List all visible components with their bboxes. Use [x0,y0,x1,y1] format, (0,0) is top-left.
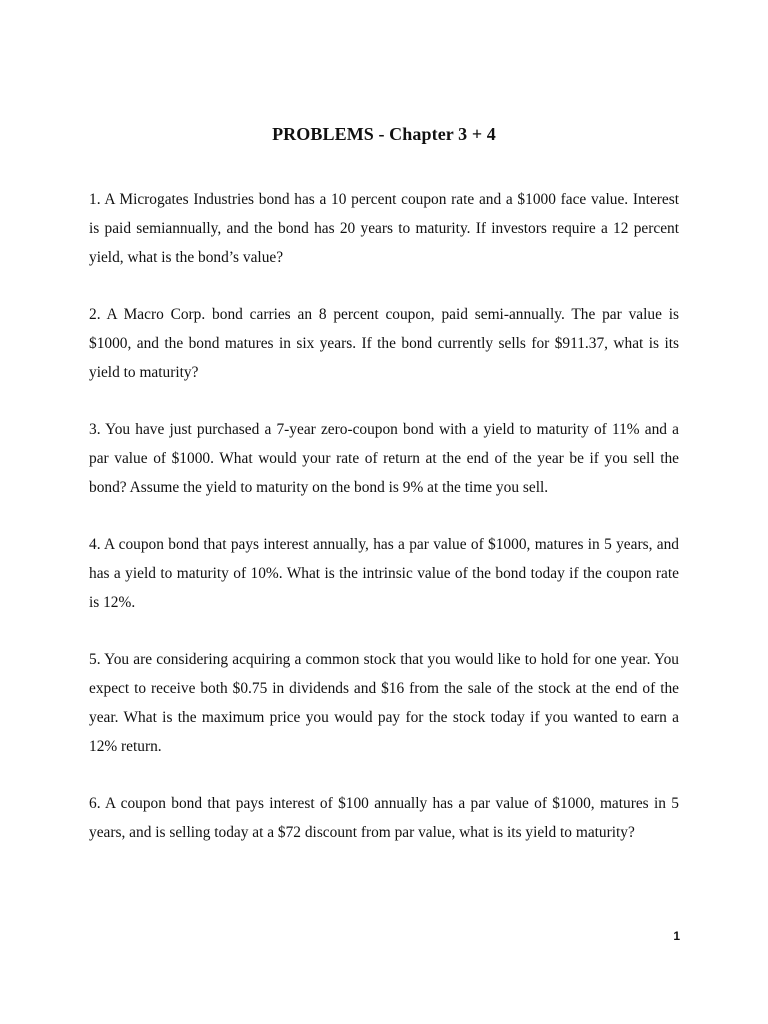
problem-1: 1. A Microgates Industries bond has a 10 percent coupon rate and a $1000 face value. Interest is paid semiannually, and the bond has 20 years to maturity. If investors require a 12 percent yield, what is the bond’s value? [89,191,679,266]
page-number: 1 [673,929,680,943]
page-title: PROBLEMS - Chapter 3 + 4 [272,124,496,144]
problem-5: 5. You are considering acquiring a common stock that you would like to hold for one year. You expect to receive both $0.75 in dividends and $16 from the sale of the stock at the end of the year. What is the maximum price you would pay for the stock today if you wanted to earn a 12% return. [89,651,679,755]
problem-3: 3. You have just purchased a 7-year zero-coupon bond with a yield to maturity of 11% and a par value of $1000. What would your rate of return at the end of the year be if you sell the bond? Assume the yield to maturity on the bond is 9% at the time you sell. [89,421,679,496]
problem-6: 6. A coupon bond that pays interest of $100 annually has a par value of $1000, matures in 5 years, and is selling today at a $72 discount from par value, what is its yield to maturity? [89,795,679,841]
problem-4: 4. A coupon bond that pays interest annually, has a par value of $1000, matures in 5 years, and has a yield to maturity of 10%. What is the intrinsic value of the bond today if the coupon rate is 12%. [89,536,679,611]
problem-2: 2. A Macro Corp. bond carries an 8 percent coupon, paid semi-annually. The par value is $1000, and the bond matures in six years. If the bond currently sells for $911.37, what is its yield to maturity? [89,306,679,381]
problem-list [89,185,679,875]
